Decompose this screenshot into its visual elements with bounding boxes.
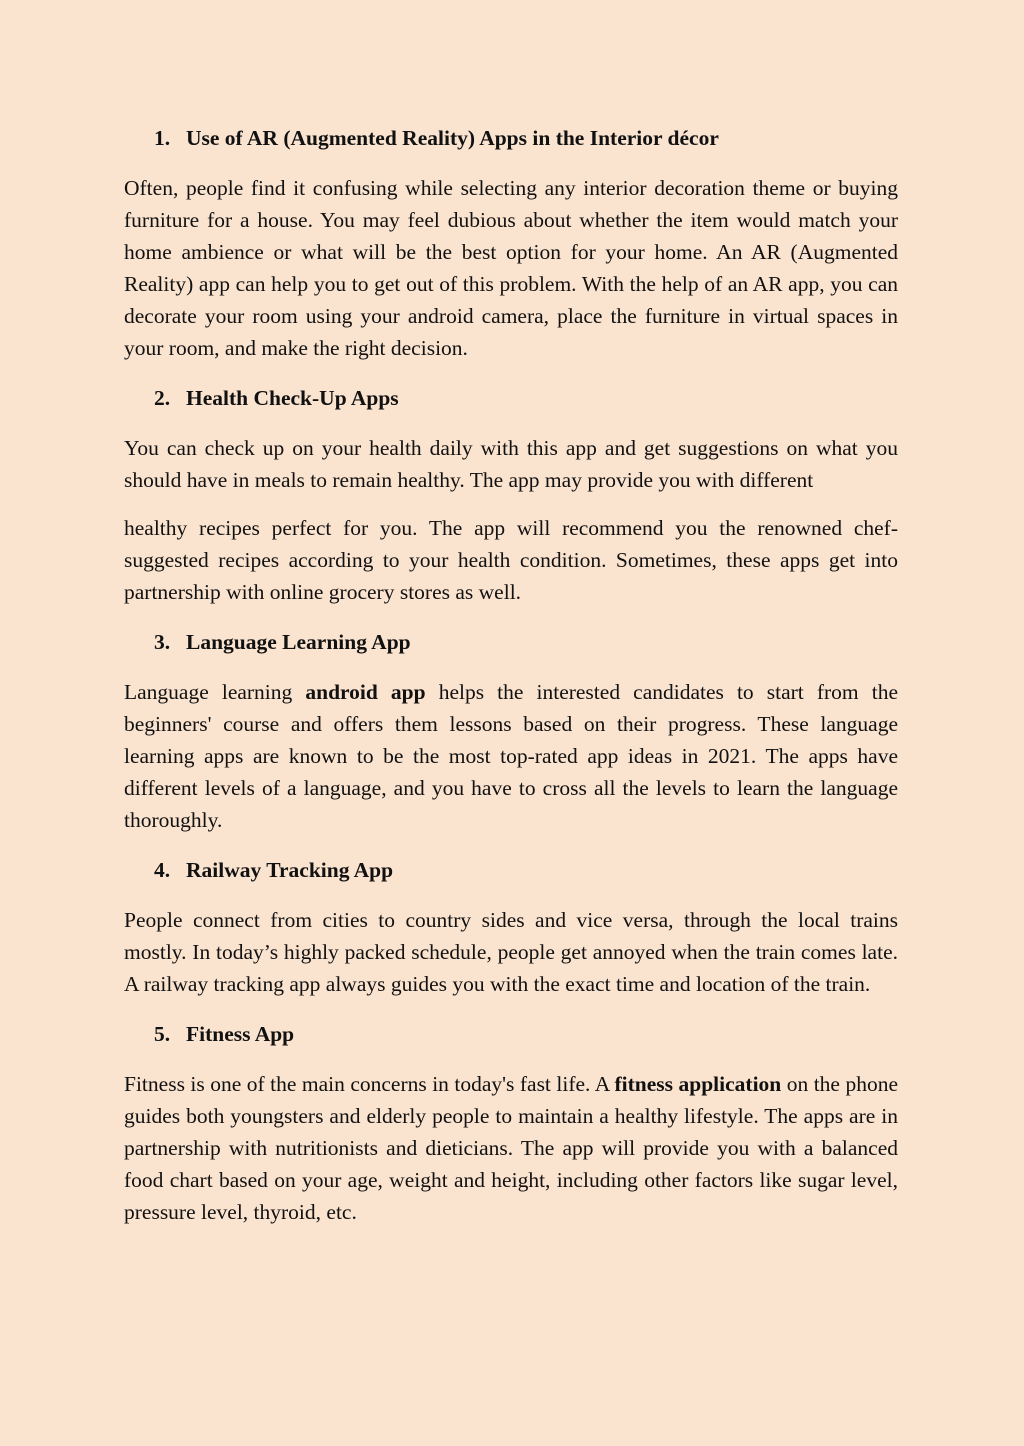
android-app-link-text: android app: [305, 680, 426, 704]
section-number: 3.: [154, 630, 171, 654]
section-paragraph: People connect from cities to country sides and vice versa, through the local trains mostly. In today’s highly packed schedule, people get annoyed when the train comes late. A railway tracking app always guides you with the exact time and location of the train.: [124, 908, 898, 996]
section-number: 1.: [154, 126, 171, 150]
paragraph-text: on the phone guides both youngsters and elderly people to maintain a healthy lifestyle. The apps are in partnership with nutritionists and dieticians. The app will provide you with a balanced food chart based on your age, weight and height, including other factors like sugar level, pressure level, thyroid, etc.: [124, 1072, 898, 1224]
section-title: Railway Tracking App: [186, 858, 394, 882]
section-number: 2.: [154, 386, 171, 410]
section-title: Fitness App: [186, 1022, 295, 1046]
fitness-application-link-text: fitness application: [614, 1072, 782, 1096]
document-page: [124, 120, 898, 1244]
section-heading-language-app: [124, 624, 898, 660]
section-heading-fitness-app: [124, 1016, 898, 1052]
section-title: Health Check-Up Apps: [186, 386, 399, 410]
section-heading-ar-apps: [124, 120, 898, 156]
section-paragraph: Often, people find it confusing while selecting any interior decoration theme or buying furniture for a house. You may feel dubious about whether the item would match your home ambience or what will be the best option for your home. An AR (Augmented Reality) app can help you to get out of this problem. With the help of an AR app, you can decorate your room using your android camera, place the furniture in virtual spaces in your room, and make the right decision.: [124, 176, 898, 360]
section-paragraph: [124, 1068, 898, 1228]
section-number: 5.: [154, 1022, 171, 1046]
paragraph-text: helps the interested candidates to start from the beginners' course and offers them lessons based on their progress. These language learning apps are known to be the most top-rated app ideas in 2021. The apps have different levels of a language, and you have to cross all the levels to learn the language thoroughly.: [124, 680, 898, 832]
section-paragraph: You can check up on your health daily with this app and get suggestions on what you should have in meals to remain healthy. The app may provide you with different: [124, 436, 898, 492]
section-title: Language Learning App: [186, 630, 411, 654]
section-title: Use of AR (Augmented Reality) Apps in the Interior décor: [186, 126, 719, 150]
section-paragraph: [124, 676, 898, 836]
section-heading-health-apps: [124, 380, 898, 416]
paragraph-text: Fitness is one of the main concerns in today's fast life. A: [124, 1072, 615, 1096]
paragraph-text: Language learning: [124, 680, 306, 704]
section-paragraph: healthy recipes perfect for you. The app will recommend you the renowned chef-suggested recipes according to your health condition. Sometimes, these apps get into partnership with online grocery stores as well.: [124, 516, 898, 604]
section-heading-railway-app: [124, 852, 898, 888]
section-number: 4.: [154, 858, 171, 882]
